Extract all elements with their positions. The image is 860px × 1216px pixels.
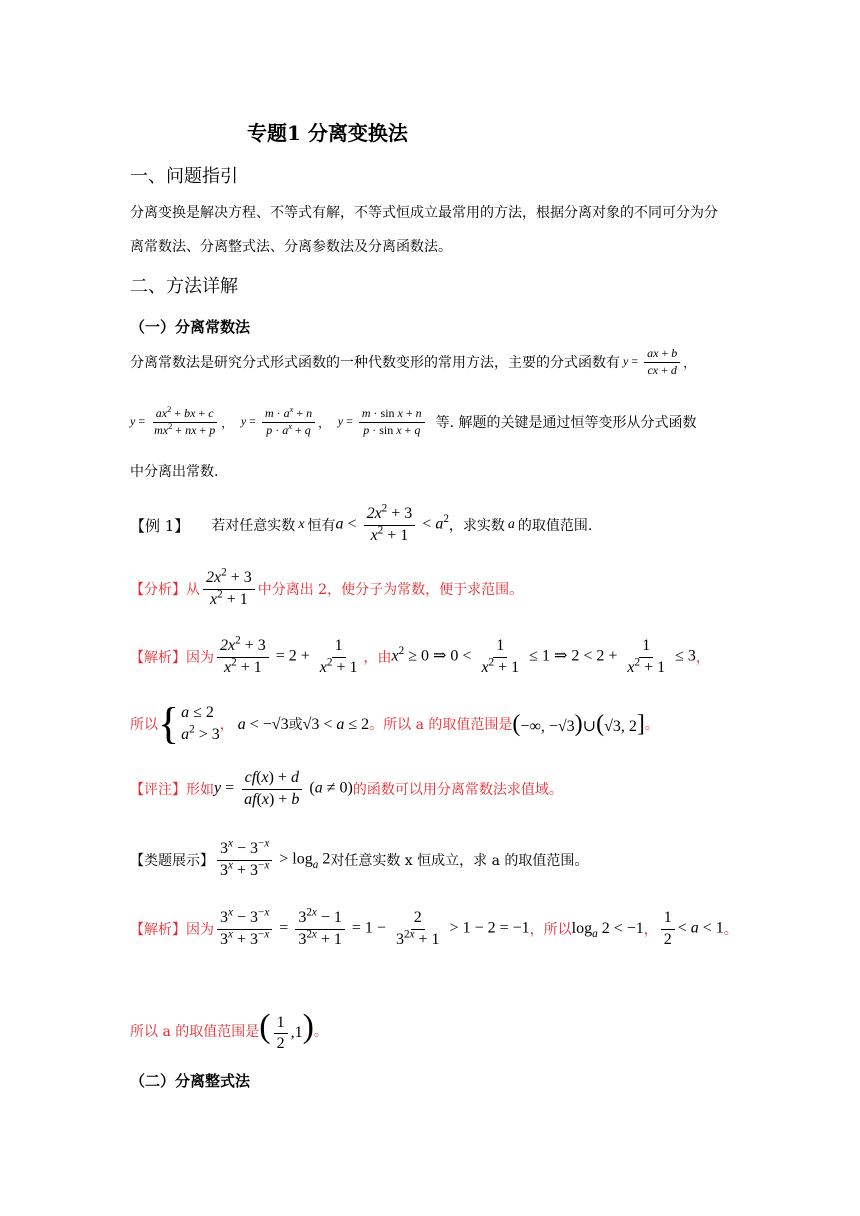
- analysis-label: 【分析】: [130, 582, 186, 598]
- solution3-range: $\frac{1}{2}$ < a < 1: [658, 909, 724, 949]
- solution-equation: $\frac{2x^2 + 3}{x^2 + 1}$ = 2 + $\frac{1}{x^2 + 1}$: [214, 637, 364, 677]
- page-title: 专题1 分离变换法: [247, 121, 408, 145]
- solution3-text-2: ，所以: [529, 922, 572, 938]
- var-x: x: [298, 517, 305, 532]
- method-text-2: 等. 解题的关键是通过恒等变形从分式函数: [435, 415, 697, 431]
- inequality-system: { a ≤ 2 $a^2 > 3$: [158, 699, 220, 748]
- subsection-heading-1: （一）分离常数法: [130, 318, 251, 336]
- solution-line-1: 【解析】 因为 $\frac{2x^2 + 3}{x^2 + 1}$ = 2 + $\frac{1}{x^2 + 1}$ ，由 $x^2 \ge 0$ ⇒ 0 < $\frac{1}{x^2 + 1}$ ≤ 1 ⇒ 2 < 2 + $\frac{1}{x^2 + 1}$ ≤ 3 ，: [130, 634, 710, 676]
- class-example-line: [130, 836, 588, 884]
- analysis-fraction: $\frac{2x^2 + 3}{x^2 + 1}$: [200, 569, 258, 609]
- example-1: [130, 502, 592, 548]
- example-text-3: ，求实数: [448, 518, 505, 534]
- note-formula: y = $\frac{cf(x) + d}{af(x) + b}$ (a ≠ 0): [214, 769, 353, 808]
- method-text-3: 中分离出常数.: [130, 464, 219, 480]
- subsection-heading-2: （二）分离整式法: [130, 1072, 251, 1090]
- solution-chain: $x^2 \ge 0$ ⇒ 0 < $\frac{1}{x^2 + 1}$ ≤ 1 ⇒ 2 < 2 + $\frac{1}{x^2 + 1}$ ≤ 3: [391, 637, 696, 676]
- analysis-text-2: 中分离出 2，使分子为常数，便于求范围。: [257, 582, 524, 598]
- example-label: 【例 1】: [130, 516, 190, 535]
- formula-fraction-trig: y = $\frac{\text{m · sin x + n}}{\text{p · sin x + q}}$: [338, 407, 428, 438]
- formula-fraction-quadratic: y = $\frac{ax^2 + bx + c}{mx^2 + nx + p}$: [130, 404, 216, 437]
- example-text-4: 的取值范围.: [517, 518, 593, 534]
- note-text-2: 的函数可以用分离常数法求值域。: [352, 782, 563, 798]
- note-text-1: 形如: [186, 782, 214, 798]
- solution-text-2: ，由: [363, 650, 392, 666]
- class-example-inequality: $\frac{3^x - 3^{-x}}{3^x + 3^{-x}}$ > $\log_a 2$: [214, 840, 330, 880]
- intro-paragraph: 分离变换是解决方程、不等式有解，不等式恒成立最常用的方法，根据分离对象的不同可分为分离常数法、分离整式法、分离参数法及分离函数法。: [130, 205, 718, 255]
- example-inequality: a < $\frac{2x^2 + 3}{x^2 + 1}$ < $a^2$: [335, 502, 449, 544]
- solution-line-3: 【解析】 因为 $\frac{3^x - 3^{-x}}{3^x + 3^{-x}}$ = $\frac{3^{2x} - 1}{3^{2x} + 1}$ = 1 − $\frac{2}{3^{2x} + 1}$ > 1 − 2 = −1 ，所以 $\log_a 2 < -1$ ， $\frac{1}{2}$ < a < 1 。: [130, 906, 738, 948]
- solution-line-2: 所以 { a ≤ 2 $a^2 > 3$ ， a < −√3或√3 < a ≤ 2 。所以 a 的取值范围是 (−∞, −√3)∪(√3, 2] 。: [130, 699, 659, 748]
- method-line-1: 分离常数法是研究分式形式函数的一种代数变形的常用方法，主要的分式函数有 y = $\frac{ax + b}{cx + d}$ ，: [130, 345, 696, 377]
- formula-fraction-exponential: y = $\frac{m \cdot a^x + n}{p \cdot a^x + q}$: [241, 407, 318, 438]
- note-line: [130, 764, 563, 814]
- formula-fraction-linear: y = $\frac{ax + b}{cx + d}$: [620, 347, 683, 378]
- solution2-range: (−∞, −√3)∪(√3, 2]: [512, 710, 645, 737]
- example-text-2: 恒有: [307, 518, 336, 534]
- class-example-text: 对任意实数 x 恒成立，求 a 的取值范围。: [330, 853, 589, 869]
- final-interval: ( $\frac{1}{2}$ ,1): [259, 1008, 314, 1053]
- final-answer-line: 所以 a 的取值范围是 ( $\frac{1}{2}$ ,1) 。: [130, 1008, 328, 1053]
- example-text-1: 若对任意实数: [211, 518, 296, 534]
- solution-label: 【解析】: [130, 650, 186, 666]
- solution3-log: $\log_a 2 < -1$: [571, 920, 644, 941]
- method-text: 分离常数法是研究分式形式函数的一种代数变形的常用方法，主要的分式函数有: [130, 355, 620, 371]
- analysis-text-1: 从: [186, 582, 200, 598]
- solution3-text-1: 因为: [186, 922, 214, 938]
- analysis-line: [130, 566, 523, 612]
- final-text: 所以 a 的取值范围是: [130, 1024, 260, 1040]
- class-example-label: 【类题展示】: [130, 853, 214, 869]
- section-heading-2: 二、方法详解: [130, 276, 238, 297]
- note-label: 【评注】: [130, 782, 186, 798]
- solution2-text-2: 。所以 a 的取值范围是: [369, 717, 513, 733]
- solution3-label: 【解析】: [130, 922, 186, 938]
- solution2-inequality: a < −√3或√3 < a ≤ 2: [237, 716, 370, 733]
- method-line-2: y = $\frac{ax^2 + bx + c}{mx^2 + nx + p}$ ， y = $\frac{m \cdot a^x + n}{p \cdot a^x + q}$ ， y = $\frac{\text{m · sin x + n}}{\text{p · sin x + q}}$ 等. 解题的关键是通过恒等变形从分式函数: [130, 404, 697, 437]
- solution3-equation: $\frac{3^x - 3^{-x}}{3^x + 3^{-x}}$ = $\frac{3^{2x} - 1}{3^{2x} + 1}$ = 1 − $\frac{2}{3^{2x} + 1}$ > 1 − 2 = −1: [214, 909, 530, 949]
- section-heading-1: 一、问题指引: [130, 166, 238, 187]
- solution-text-1: 因为: [186, 650, 214, 666]
- var-a: a: [507, 517, 515, 532]
- solution2-text-1: 所以: [130, 717, 158, 733]
